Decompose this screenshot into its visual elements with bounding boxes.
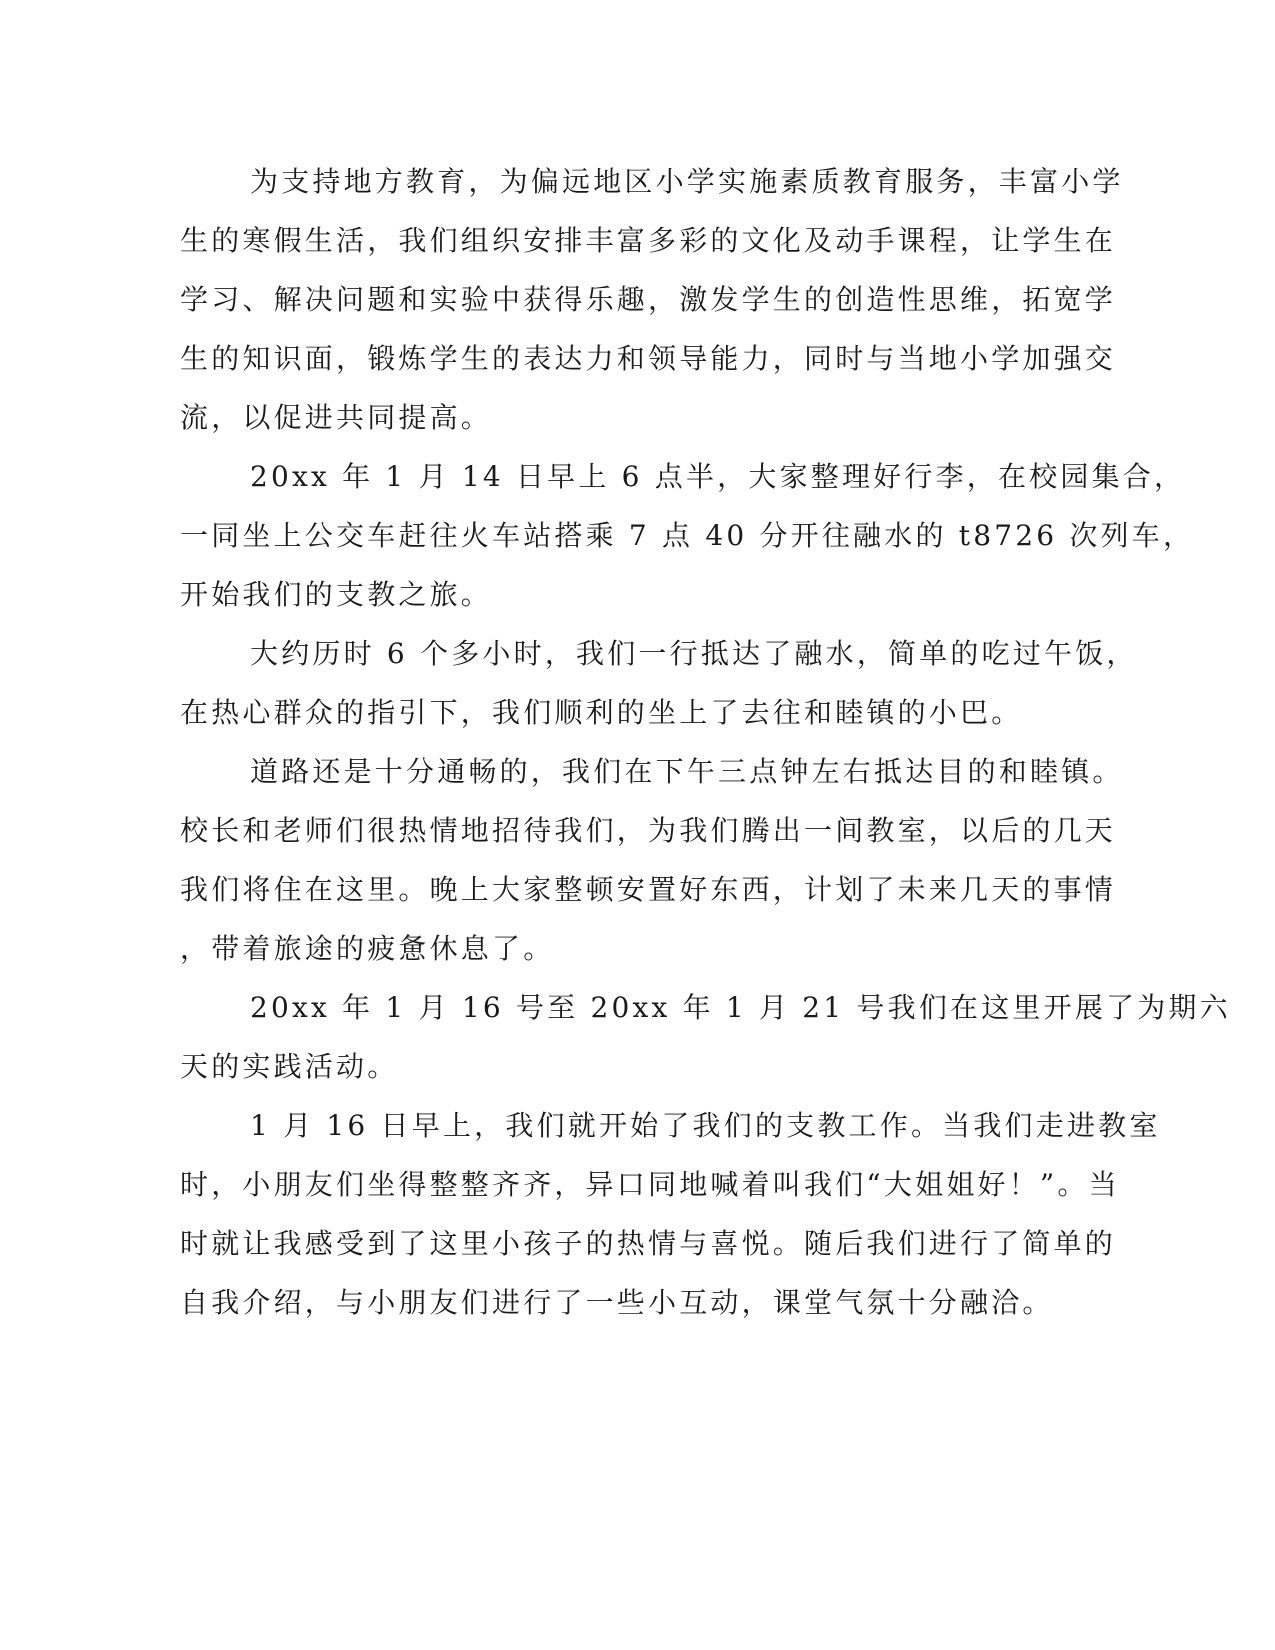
text-line: ，带着旅途的疲惫休息了。 <box>180 932 555 965</box>
text-line: 流，以促进共同提高。 <box>180 401 493 434</box>
text-line: 时就让我感受到了这里小孩子的热情与喜悦。随后我们进行了简单的 <box>180 1227 1117 1260</box>
text-line: 20xx 年 1 月 14 日早上 6 点半，大家整理好行李，在校园集合， <box>250 460 1186 493</box>
text-line: 道路还是十分通畅的，我们在下午三点钟左右抵达目的和睦镇。 <box>250 755 1124 788</box>
paragraph-purpose <box>180 152 1124 447</box>
text-line: 在热心群众的指引下，我们顺利的坐上了去往和睦镇的小巴。 <box>180 696 1023 729</box>
text-line: 天的实践活动。 <box>180 1050 399 1083</box>
text-line: 20xx 年 1 月 16 号至 20xx 年 1 月 21 号我们在这里开展了为期六 <box>250 991 1231 1024</box>
text-line: 一同坐上公交车赶往火车站搭乘 7 点 40 分开往融水的 t8726 次列车， <box>180 519 1195 552</box>
text-line: 校长和老师们很热情地招待我们，为我们腾出一间教室，以后的几天 <box>180 814 1117 847</box>
paragraph-first-day <box>180 1096 1161 1332</box>
paragraph-settling <box>180 742 1124 978</box>
text-line: 1 月 16 日早上，我们就开始了我们的支教工作。当我们走进教室 <box>250 1109 1161 1142</box>
document-body <box>180 152 1231 1332</box>
text-line: 生的知识面，锻炼学生的表达力和领导能力，同时与当地小学加强交 <box>180 342 1117 375</box>
paragraph-departure <box>180 447 1195 624</box>
text-line: 学习、解决问题和实验中获得乐趣，激发学生的创造性思维，拓宽学 <box>180 283 1117 316</box>
text-line: 生的寒假生活，我们组织安排丰富多彩的文化及动手课程，让学生在 <box>180 224 1117 257</box>
text-line: 大约历时 6 个多小时，我们一行抵达了融水，简单的吃过午饭， <box>250 637 1138 670</box>
text-line: 开始我们的支教之旅。 <box>180 578 493 611</box>
text-line: 自我介绍，与小朋友们进行了一些小互动，课堂气氛十分融洽。 <box>180 1286 1054 1319</box>
text-line: 我们将住在这里。晚上大家整顿安置好东西，计划了未来几天的事情 <box>180 873 1117 906</box>
paragraph-arrival <box>180 624 1138 742</box>
paragraph-schedule <box>180 978 1231 1096</box>
text-line: 为支持地方教育，为偏远地区小学实施素质教育服务，丰富小学 <box>250 165 1124 198</box>
text-line: 时，小朋友们坐得整整齐齐，异口同地喊着叫我们“大姐姐好！”。当 <box>180 1168 1120 1201</box>
